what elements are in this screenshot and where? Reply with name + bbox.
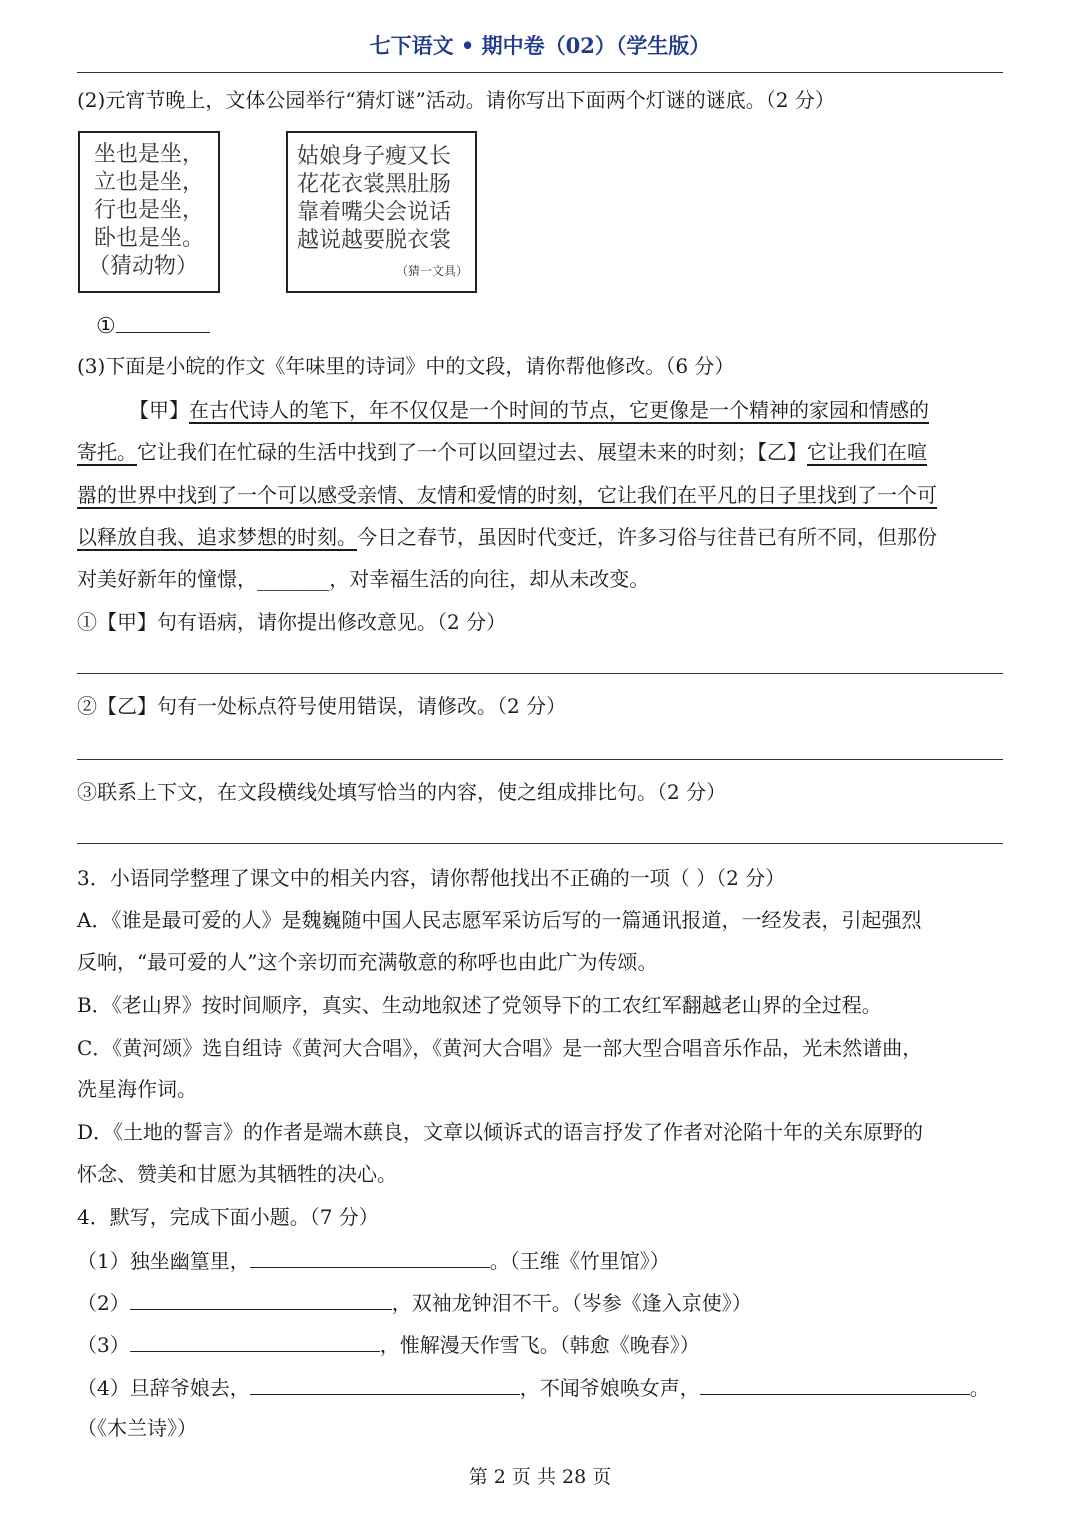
q3-option-a: A．《谁是最可爱的人》是魏巍随中国人民志愿军采访后写的一篇通讯报道，一经发表，引起强烈	[77, 908, 922, 932]
answer-line-2[interactable]	[77, 759, 1003, 760]
riddle-question-prompt: (2)元宵节晚上，文体公园举行“猜灯谜”活动。请你写出下面两个灯谜的谜底。（2 分）	[77, 88, 835, 112]
q3-option-d: D．《土地的誓言》的作者是端木蕻良，文章以倾诉式的语言抒发了作者对沦陷十年的关东原野的	[77, 1120, 924, 1144]
riddle-1-line: 立也是坐，	[94, 170, 205, 195]
riddle-1-line: 卧也是坐。	[94, 226, 205, 251]
q4-item-1-blank[interactable]	[250, 1245, 490, 1268]
sentence-yi-end: 以释放自我、追求梦想的时刻。	[77, 525, 357, 549]
answer-marker: ①	[96, 314, 116, 339]
essay-para-line-1	[129, 396, 929, 424]
sentence-tag-jia: 【甲】	[129, 398, 189, 422]
q3-option-c: C．《黄河颂》选自组诗《黄河大合唱》，《黄河大合唱》是一部大型合唱音乐作品，光未然谱曲，	[77, 1036, 923, 1060]
riddle-2-line: 靠着嘴尖会说话	[297, 200, 452, 225]
q4-item-2-blank[interactable]	[130, 1287, 392, 1310]
sub-question-2: ②【乙】句有一处标点符号使用错误，请修改。（2 分）	[77, 694, 567, 718]
sentence-yi-text: 嚣的世界中找到了一个可以感受亲情、友情和爱情的时刻，它让我们在平凡的日子里找到了一个可	[77, 483, 937, 507]
riddle-answer-row	[96, 310, 210, 341]
riddle-2-line: 姑娘身子瘦又长	[297, 144, 452, 169]
page-number: 第 2 页 共 28 页	[468, 1466, 612, 1488]
riddle-box-2	[286, 131, 477, 293]
essay-para-line-5	[77, 565, 649, 593]
q3-option-b: B．《老山界》按时间顺序，真实、生动地叙述了党领导下的工农红军翻越老山界的全过程。	[77, 993, 882, 1017]
riddle-2-line: 花花衣裳黑肚肠	[297, 172, 452, 197]
sentence-jia-text: 在古代诗人的笔下，年不仅仅是一个时间的节点，它更像是一个精神的家园和情感的	[189, 398, 929, 422]
sentence-yi-text: 它让我们在喧	[807, 440, 927, 464]
essay-question-prompt: (3)下面是小皖的作文《年味里的诗词》中的文段，请你帮他修改。（6 分）	[77, 354, 735, 378]
page-header-title: 七下语文 • 期中卷（02）（学生版）	[369, 33, 711, 58]
para-text: 对美好新年的憧憬，	[77, 567, 257, 591]
q4-item-4	[77, 1372, 990, 1402]
q4-item-1-text: （1）独坐幽篁里，	[77, 1249, 250, 1273]
q4-item-2	[77, 1287, 752, 1317]
riddle-1-line: 坐也是坐，	[94, 142, 205, 167]
para-text: 它让我们在忙碌的生活中找到了一个可以回望过去、展望未来的时刻；	[137, 440, 757, 464]
q3-prompt: 3．小语同学整理了课文中的相关内容，请你帮他找出不正确的一项（ ）（2 分）	[77, 866, 786, 890]
answer-line-1[interactable]	[77, 673, 1003, 674]
q4-item-3-source: ，惟解漫天作雪飞。（韩愈《晚春》）	[379, 1333, 700, 1357]
sub-question-1: ①【甲】句有语病，请你提出修改意见。（2 分）	[77, 610, 507, 634]
q4-item-4-text: （4）旦辞爷娘去，	[77, 1376, 250, 1400]
riddle-answer-blank[interactable]	[116, 310, 210, 333]
riddle-2-line: 越说越要脱衣裳	[297, 228, 452, 253]
q3-option-a-cont: 反响，“最可爱的人”这个亲切而充满敬意的称呼也由此广为传颂。	[77, 950, 658, 974]
riddle-box-1	[78, 131, 220, 293]
riddle-1-hint: （猜动物）	[88, 254, 199, 279]
essay-para-line-2	[77, 438, 927, 466]
q4-item-1-source: 。（王维《竹里馆》）	[489, 1249, 670, 1273]
para-text: ，对幸福生活的向往，却从未改变。	[329, 567, 650, 591]
q4-item-4-blank-2[interactable]	[700, 1372, 970, 1395]
riddle-1-line: 行也是坐，	[94, 198, 205, 223]
riddle-2-hint: （猜一文具）	[396, 264, 469, 278]
sentence-tag-yi: 【乙】	[757, 440, 807, 464]
para-text: 今日之春节，虽因时代变迁，许多习俗与往昔已有所不同，但那份	[357, 525, 937, 549]
q4-item-3-text: （3）	[77, 1333, 130, 1357]
q4-prompt: 4．默写，完成下面小题。（7 分）	[77, 1205, 379, 1229]
q4-item-1	[77, 1245, 670, 1275]
q4-item-4-text-mid: ，不闻爷娘唤女声，	[519, 1376, 700, 1400]
q3-option-c-cont: 冼星海作词。	[77, 1077, 197, 1101]
essay-para-line-4	[77, 523, 937, 551]
q4-item-4-end: 。	[969, 1376, 990, 1400]
q4-item-2-text: （2）	[77, 1291, 130, 1315]
q4-item-3-blank[interactable]	[130, 1329, 380, 1352]
q4-item-2-source: ，双袖龙钟泪不干。（岑参《逢入京使》）	[391, 1291, 752, 1315]
essay-para-line-3	[77, 481, 937, 509]
q4-item-4-blank-1[interactable]	[250, 1372, 520, 1395]
sentence-jia-end: 寄托。	[77, 440, 137, 464]
sub-question-3: ③联系上下文，在文段横线处填写恰当的内容，使之组成排比句。（2 分）	[77, 780, 727, 804]
q4-item-4-source: （《木兰诗》）	[77, 1416, 197, 1440]
q3-option-d-cont: 怀念、赞美和甘愿为其牺牲的决心。	[77, 1162, 397, 1186]
header-rule	[77, 72, 1003, 73]
answer-line-3[interactable]	[77, 843, 1003, 844]
q4-item-3	[77, 1329, 700, 1359]
para-fill-blank[interactable]: ______	[257, 567, 330, 591]
